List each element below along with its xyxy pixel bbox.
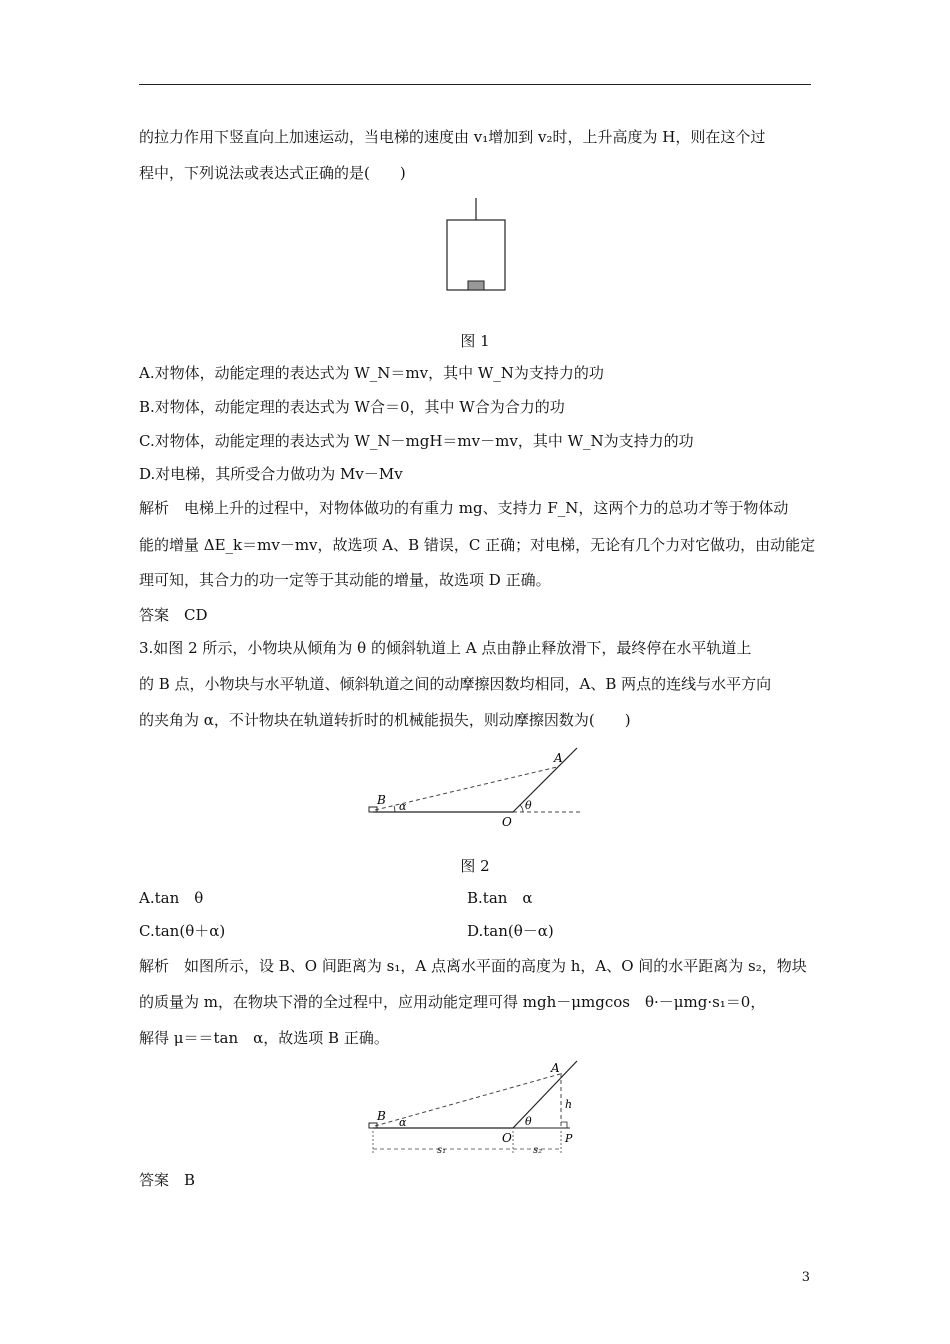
problem3-line1: 3.如图 2 所示，小物块从倾角为 θ 的倾斜轨道上 A 点由静止释放滑下，最终停在水平轨道上 xyxy=(139,639,752,657)
option3-c: C.tan(θ＋α) xyxy=(139,922,226,940)
option-c: C.对物体，动能定理的表达式为 W_N－mgH＝mv－mv，其中 W_N为支持力的功 xyxy=(139,432,694,450)
label-a: A xyxy=(551,1061,560,1075)
inclined-track xyxy=(513,1061,577,1128)
object-block xyxy=(468,281,484,290)
option3-b: B.tan α xyxy=(467,889,533,907)
label-alpha: α xyxy=(399,800,407,813)
label-theta: θ xyxy=(525,799,532,812)
figure2-incline xyxy=(365,745,595,830)
analysis-line1: 解析 电梯上升的过程中，对物体做功的有重力 mg、支持力 F_N，这两个力的总功才等于物体动 xyxy=(139,499,789,517)
figure1-elevator xyxy=(440,198,510,293)
label-a: A xyxy=(554,751,563,765)
alpha-arc xyxy=(394,806,395,812)
problem3-line2: 的 B 点，小物块与水平轨道、倾斜轨道之间的动摩擦因数均相同，A、B 两点的连线与水平方向 xyxy=(139,675,772,693)
theta-arc xyxy=(520,805,523,812)
problem2-text-line1: 的拉力作用下竖直向上加速运动，当电梯的速度由 v₁增加到 v₂时，上升高度为 H，则在这个过 xyxy=(139,128,766,146)
problem3-line3: 的夹角为 α，不计物块在轨道转折时的机械能损失，则动摩擦因数为( ) xyxy=(139,711,631,729)
label-o: O xyxy=(502,1131,512,1145)
label-h: h xyxy=(565,1098,573,1111)
figure3-solution xyxy=(365,1058,590,1158)
right-angle-mark xyxy=(561,1122,567,1128)
figure1-caption: 图 1 xyxy=(460,332,490,350)
figure2-caption: 图 2 xyxy=(460,857,490,875)
elevator-car xyxy=(447,220,505,290)
analysis-line2: 能的增量 ΔE_k＝mv－mv，故选项 A、B 错误，C 正确；对电梯，无论有几个力对它做功，由动能定 xyxy=(139,536,816,554)
label-b: B xyxy=(377,793,386,807)
label-theta: θ xyxy=(525,1115,532,1128)
option3-d: D.tan(θ－α) xyxy=(467,922,554,940)
answer-b: 答案 B xyxy=(139,1171,196,1189)
analysis3-line1: 解析 如图所示，设 B、O 间距离为 s₁，A 点离水平面的高度为 h，A、O 间的水平距离为 s₂，物块 xyxy=(139,957,807,975)
option-b: B.对物体，动能定理的表达式为 W合＝0，其中 W合为合力的功 xyxy=(139,398,565,416)
label-b: B xyxy=(377,1109,386,1123)
label-s2: s₂ xyxy=(533,1145,543,1156)
label-alpha: α xyxy=(399,1116,407,1129)
analysis-line3: 理可知，其合力的功一定等于其动能的增量，故选项 D 正确。 xyxy=(139,571,551,589)
answer-cd: 答案 CD xyxy=(139,606,208,624)
option-d: D.对电梯，其所受合力做功为 Mv－Mv xyxy=(139,465,403,483)
header-rule xyxy=(139,84,811,85)
problem2-text-line2: 程中，下列说法或表达式正确的是( ) xyxy=(139,164,406,182)
option-a: A.对物体，动能定理的表达式为 W_N＝mv，其中 W_N为支持力的功 xyxy=(139,364,604,382)
label-p: P xyxy=(565,1132,573,1145)
label-o: O xyxy=(502,815,512,829)
option3-a: A.tan θ xyxy=(139,889,204,907)
inclined-track xyxy=(513,748,577,812)
label-s1: s₁ xyxy=(437,1145,447,1156)
analysis3-line2: 的质量为 m，在物块下滑的全过程中，应用动能定理可得 mgh－μmgcos θ·－μmg·s₁＝0， xyxy=(139,993,766,1011)
analysis3-line3: 解得 μ＝＝tan α，故选项 B 正确。 xyxy=(139,1029,389,1047)
page-number: 3 xyxy=(801,1270,810,1285)
